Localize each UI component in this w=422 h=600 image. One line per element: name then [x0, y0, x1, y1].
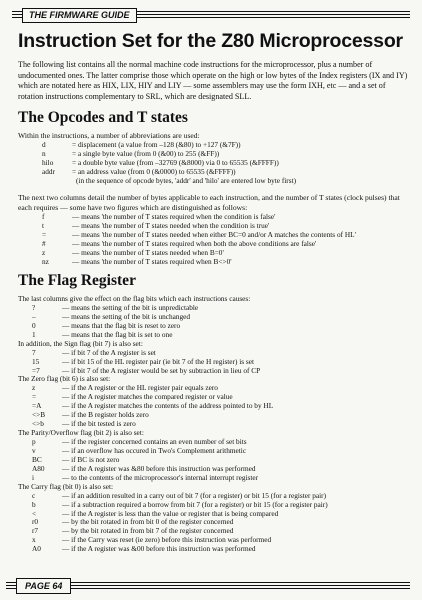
carry-flag-row: x — if the Carry was reset (ie zero) before this instruction was performed — [32, 535, 272, 545]
abbrev-row: addr = an address value (from 0 (&0000) to 65535 (&FFFF)) — [42, 166, 236, 176]
carry-flag-row: r0 — by the bit rotated in from bit 0 of the register concerned — [32, 517, 234, 527]
abbrev-note: (in the sequence of opcode bytes, 'addr' and 'hilo' are entered low byte first) — [76, 175, 297, 185]
tstates-list — [42, 213, 410, 267]
zero-flag-row: z — if the A register or the HL register pair equals zero — [32, 383, 218, 393]
carry-flag-row: c — if an addition resulted in a carry out of bit 7 (for a register) or bit 15 (for a register pair) — [32, 490, 327, 500]
abbrev-row: d = displacement (a value from –128 (&80) to +127 (&7F)) — [42, 140, 241, 149]
sign-flag-row: 7 — if bit 7 of the A register is set — [32, 347, 156, 357]
abbrev-row: hilo = a double byte value (from –32769 (&8000) via 0 to 65535 (&FFFF)) — [42, 157, 279, 167]
zero-flag-row: = — if the A register matches the compared register or value — [32, 392, 233, 402]
zero-flag-row: =A — if the A register matches the contents of the address pointed to by HL — [32, 401, 274, 411]
zero-flag-row: <>B — if the B register holds zero — [32, 410, 149, 420]
opcodes-heading: The Opcodes and T states — [18, 109, 188, 126]
tstates-lead: The next two columns detail the number of bytes applicable to each instruction, and the number of T states (clock pulses) that each requires — some have two figures which are distinguished as follows: — [18, 193, 400, 212]
flag-general-row: 0 — means that the flag bit is reset to zero — [32, 320, 181, 330]
parity-flag-row: p — if the register concerned contains an even number of set bits — [32, 437, 247, 446]
tstate-row: z — means 'the number of T states needed when B=0' — [42, 247, 224, 257]
tstate-row: f — means 'the number of T states required when the condition is false' — [42, 212, 276, 221]
header-tag: THE FIRMWARE GUIDE — [22, 8, 137, 23]
parity-flag-row: v — if an overflow has occured in Two's Complement arithmetic — [32, 445, 247, 455]
parity-flag-row: i — to the contents of the microprocessor's internal interrupt register — [32, 472, 259, 482]
tstate-row: = — means 'the number of T states needed when either BC=0 and/or A matches the contents of HL' — [42, 229, 356, 239]
page-number: PAGE 64 — [16, 578, 71, 594]
flags-lead: The last columns give the effect on the flag bits which each instructions causes: — [18, 294, 251, 303]
carry-flag-row: b — if a subtraction required a borrow from bit 7 (for a register) or bit 15 (for a register pair) — [32, 499, 328, 509]
sign-flag-row: =7 — if bit 7 of the A register would be set by subtraction in lieu of CP — [32, 365, 261, 375]
flags-section — [18, 295, 410, 554]
intro-paragraph: The following list contains all the normal machine code instructions for the microprocessor, plus a number of undocumented ones. The latter comprise those which operate on the high or low bytes of the Index registers (IX and IY) which are notated here as HIX, LIX, HIY and LIY — some assemblers may use the form IXH, etc — and a set of rotation instructions complementary to SRL, which are designated SLL. — [18, 60, 408, 101]
sign-flag-label: In addition, the Sign flag (bit 7) is also set: — [18, 338, 143, 348]
flags-heading: The Flag Register — [18, 272, 136, 289]
running-header — [12, 8, 410, 22]
carry-flag-row: r7 — by the bit rotated in from bit 7 of the register concerned — [32, 526, 234, 536]
abbrev-lead: Within the instructions, a number of abbreviations are used: — [18, 131, 200, 140]
running-footer — [6, 578, 410, 594]
tstate-row: nz — means 'the number of T states required when B<>0' — [42, 256, 232, 266]
tstate-row: t — means 'the number of T states needed when the condition is true' — [42, 220, 270, 230]
page-title: Instruction Set for the Z80 Microprocessor — [18, 30, 403, 52]
abbrev-list — [42, 141, 410, 186]
flag-general-row: 1 — means that the flag bit is set to one — [32, 329, 173, 339]
flag-general-row: ? — means the setting of the bit is unpredictable — [32, 302, 199, 312]
abbrev-row: n = a single byte value (from 0 (&00) to 255 (&FF)) — [42, 148, 220, 158]
parity-flag-row: BC — if BC is not zero — [32, 454, 120, 464]
parity-flag-label: The Parity/Overflow flag (bit 2) is also set: — [18, 428, 144, 438]
carry-flag-row: < — if the A register is less than the value or register that is being compared — [32, 508, 279, 518]
zero-flag-label: The Zero flag (bit 6) is also set: — [18, 374, 111, 384]
flag-general-row: – — means the setting of the bit is unchanged — [32, 311, 191, 321]
tstate-row: # — means 'the number of T states required when both the above conditions are false' — [42, 238, 317, 248]
carry-flag-label: The Carry flag (bit 0) is also set: — [18, 481, 114, 491]
sign-flag-row: 15 — if bit 15 of the HL register pair (ie bit 7 of the H register) is set — [32, 356, 255, 366]
zero-flag-row: <>b — if the bit tested is zero — [32, 419, 136, 429]
parity-flag-row: A80 — if the A register was &80 before this instruction was performed — [32, 463, 256, 473]
carry-flag-row: A0 — if the A register was &00 before this instruction was performed — [32, 544, 256, 554]
